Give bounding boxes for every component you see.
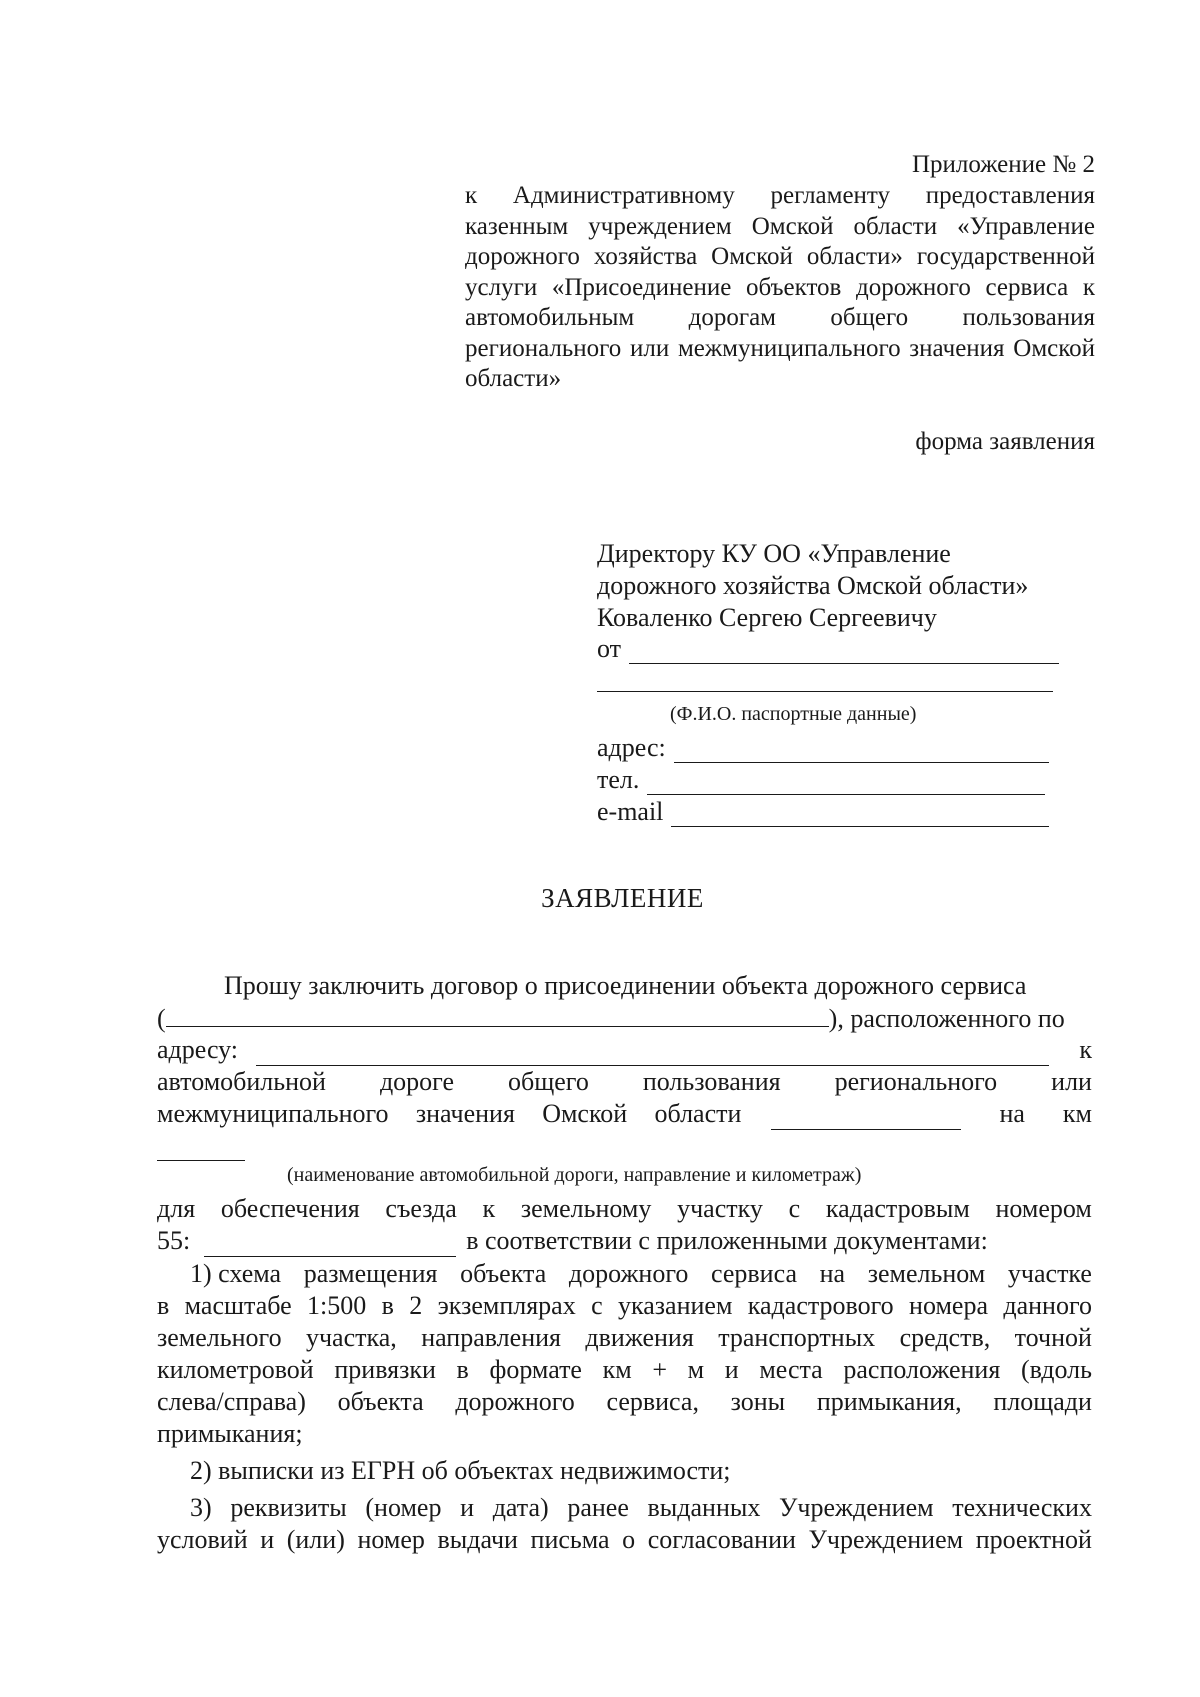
word: Учреждением <box>779 1493 934 1522</box>
word: кадастровым <box>825 1194 970 1223</box>
addressee-line-3: Коваленко Сергею Сергеевичу <box>597 603 937 632</box>
word: (или) <box>286 1525 345 1554</box>
email-blank-line[interactable] <box>671 804 1049 827</box>
phone-field <box>597 765 1045 795</box>
addressee-line-1: Директору КУ ОО «Управление <box>597 539 951 568</box>
body-line-7: 55: в соответствии с приложенными документами: <box>157 1226 988 1255</box>
address-field <box>597 733 1049 763</box>
word: на <box>819 1259 846 1288</box>
word: участка, <box>305 1323 397 1352</box>
address-label: адрес: <box>597 733 666 762</box>
word: межмуниципального <box>157 1099 389 1128</box>
word: и <box>460 1493 475 1522</box>
word: транспортных <box>718 1323 876 1352</box>
email-field <box>597 797 1049 827</box>
phone-blank-line[interactable] <box>647 772 1045 795</box>
word: регионального <box>834 1067 998 1096</box>
item-1-line-1 <box>190 1258 1092 1290</box>
word: данного <box>1003 1291 1092 1320</box>
word: обеспечения <box>220 1194 360 1223</box>
word: 1:500 <box>307 1291 367 1320</box>
word: слева/справа) <box>157 1387 306 1416</box>
word: экземплярах <box>437 1291 576 1320</box>
word: 2 <box>409 1291 423 1320</box>
word: расположения <box>843 1355 1001 1384</box>
item-3-line-2 <box>157 1524 1092 1556</box>
word: направления <box>421 1323 561 1352</box>
phone-label: тел. <box>597 765 640 794</box>
word: Учреждением <box>808 1525 964 1554</box>
word: проектной <box>975 1525 1092 1554</box>
from-label: от <box>597 634 622 663</box>
body-line-5-words <box>157 1098 741 1130</box>
word: кадастрового <box>747 1291 894 1320</box>
word: зоны <box>730 1387 786 1416</box>
word: объекта <box>337 1387 424 1416</box>
word: области <box>654 1099 742 1128</box>
word: привязки <box>334 1355 436 1384</box>
word: сервиса <box>711 1259 797 1288</box>
word: номера <box>909 1291 988 1320</box>
service-object-blank[interactable] <box>166 1002 829 1027</box>
word: ранее <box>567 1493 629 1522</box>
word: участку <box>677 1194 763 1223</box>
body-line-4 <box>157 1066 1092 1098</box>
word: 3) <box>190 1493 212 1522</box>
word: дорожного <box>455 1387 575 1416</box>
from-second-blank-line[interactable] <box>597 691 1053 692</box>
address-blank-line[interactable] <box>674 740 1049 763</box>
word: движения <box>585 1323 694 1352</box>
word: точной <box>1014 1323 1092 1352</box>
body-line-2: ( ), расположенного по <box>157 1004 1065 1033</box>
km-blank-line[interactable] <box>157 1160 245 1161</box>
addressee-block <box>597 538 1077 634</box>
word: сервиса, <box>606 1387 699 1416</box>
word: земельному <box>520 1194 652 1223</box>
word: участке <box>1007 1259 1092 1288</box>
word: земельного <box>157 1323 282 1352</box>
word: 1) схема <box>190 1259 282 1288</box>
addressee-line-2: дорожного хозяйства Омской области» <box>597 571 1029 600</box>
body-line-5: межмуниципального значения Омской области на км <box>157 1099 1092 1128</box>
word: условий <box>157 1525 248 1554</box>
word: + <box>652 1355 668 1384</box>
word: дорожного <box>568 1259 689 1288</box>
body-line-6 <box>157 1193 1092 1225</box>
email-label: e-mail <box>597 797 664 826</box>
item-1-line-5 <box>157 1386 1092 1418</box>
address-object-blank[interactable] <box>256 1041 1049 1066</box>
word: масштабе <box>184 1291 292 1320</box>
word: км <box>602 1355 632 1384</box>
word: километровой <box>157 1355 314 1384</box>
word: (вдоль <box>1020 1355 1092 1384</box>
word: м <box>687 1355 705 1384</box>
word: земельном <box>867 1259 986 1288</box>
from-blank-line[interactable] <box>629 641 1059 664</box>
word: Омской <box>542 1099 628 1128</box>
word: значения <box>415 1099 515 1128</box>
word: к <box>482 1194 496 1223</box>
word: о <box>622 1525 636 1554</box>
word: с <box>788 1194 801 1223</box>
word: с <box>591 1291 603 1320</box>
word: номер <box>357 1525 425 1554</box>
appendix-description: к Административному регламенту предоставления казенным учреждением Омской области «Управление дорожного хозяйства Омской области» государственной услуги «Присоединение объектов дорожного сервиса к автомобильным дорогам общего пользования регионального или межмуниципального значения Омской области» <box>465 182 1095 392</box>
word: номером <box>995 1194 1092 1223</box>
word: выдачи <box>437 1525 518 1554</box>
item-1-line-2 <box>157 1290 1092 1322</box>
word: примыкания, <box>816 1387 962 1416</box>
word: указанием <box>618 1291 733 1320</box>
word: письма <box>530 1525 610 1554</box>
word: места <box>759 1355 823 1384</box>
word: в <box>381 1291 394 1320</box>
word: согласовании <box>647 1525 796 1554</box>
document-title: ЗАЯВЛЕНИЕ <box>541 883 704 913</box>
word: выданных <box>647 1493 761 1522</box>
word: (номер <box>365 1493 442 1522</box>
word: автомобильной <box>157 1067 326 1096</box>
item-1-line-6: примыкания; <box>157 1419 303 1448</box>
item-1-line-3 <box>157 1322 1092 1354</box>
word: технических <box>952 1493 1092 1522</box>
form-type-label: форма заявления <box>915 428 1095 455</box>
road-name-blank[interactable] <box>771 1105 961 1130</box>
word: пользования <box>642 1067 781 1096</box>
body-line-3: адресу: к <box>157 1035 1092 1064</box>
item-2: 2) выписки из ЕГРН об объектах недвижимости; <box>190 1456 731 1485</box>
word: и <box>724 1355 739 1384</box>
item-1-line-4 <box>157 1354 1092 1386</box>
fio-hint: (Ф.И.О. паспортные данные) <box>670 703 917 725</box>
word: размещения <box>303 1259 438 1288</box>
word: реквизиты <box>230 1493 347 1522</box>
from-field <box>597 634 1059 664</box>
road-hint: (наименование автомобильной дороги, направление и километраж) <box>287 1164 862 1186</box>
body-line-1: Прошу заключить договор о присоединении объекта дорожного сервиса <box>224 971 1027 1000</box>
word: или <box>1051 1067 1092 1096</box>
word: съезда <box>385 1194 457 1223</box>
item-3-line-1 <box>190 1492 1092 1524</box>
word: и <box>260 1525 275 1554</box>
word: дата) <box>492 1493 549 1522</box>
word: дороге <box>379 1067 455 1096</box>
word: для <box>157 1194 196 1223</box>
word: в <box>456 1355 469 1384</box>
cadastral-number-blank[interactable] <box>204 1232 456 1257</box>
word: в <box>157 1291 170 1320</box>
appendix-number: Приложение № 2 <box>911 151 1095 178</box>
word: средств, <box>899 1323 991 1352</box>
word: объекта <box>460 1259 547 1288</box>
word: формате <box>489 1355 582 1384</box>
word: площади <box>993 1387 1092 1416</box>
word: общего <box>508 1067 589 1096</box>
